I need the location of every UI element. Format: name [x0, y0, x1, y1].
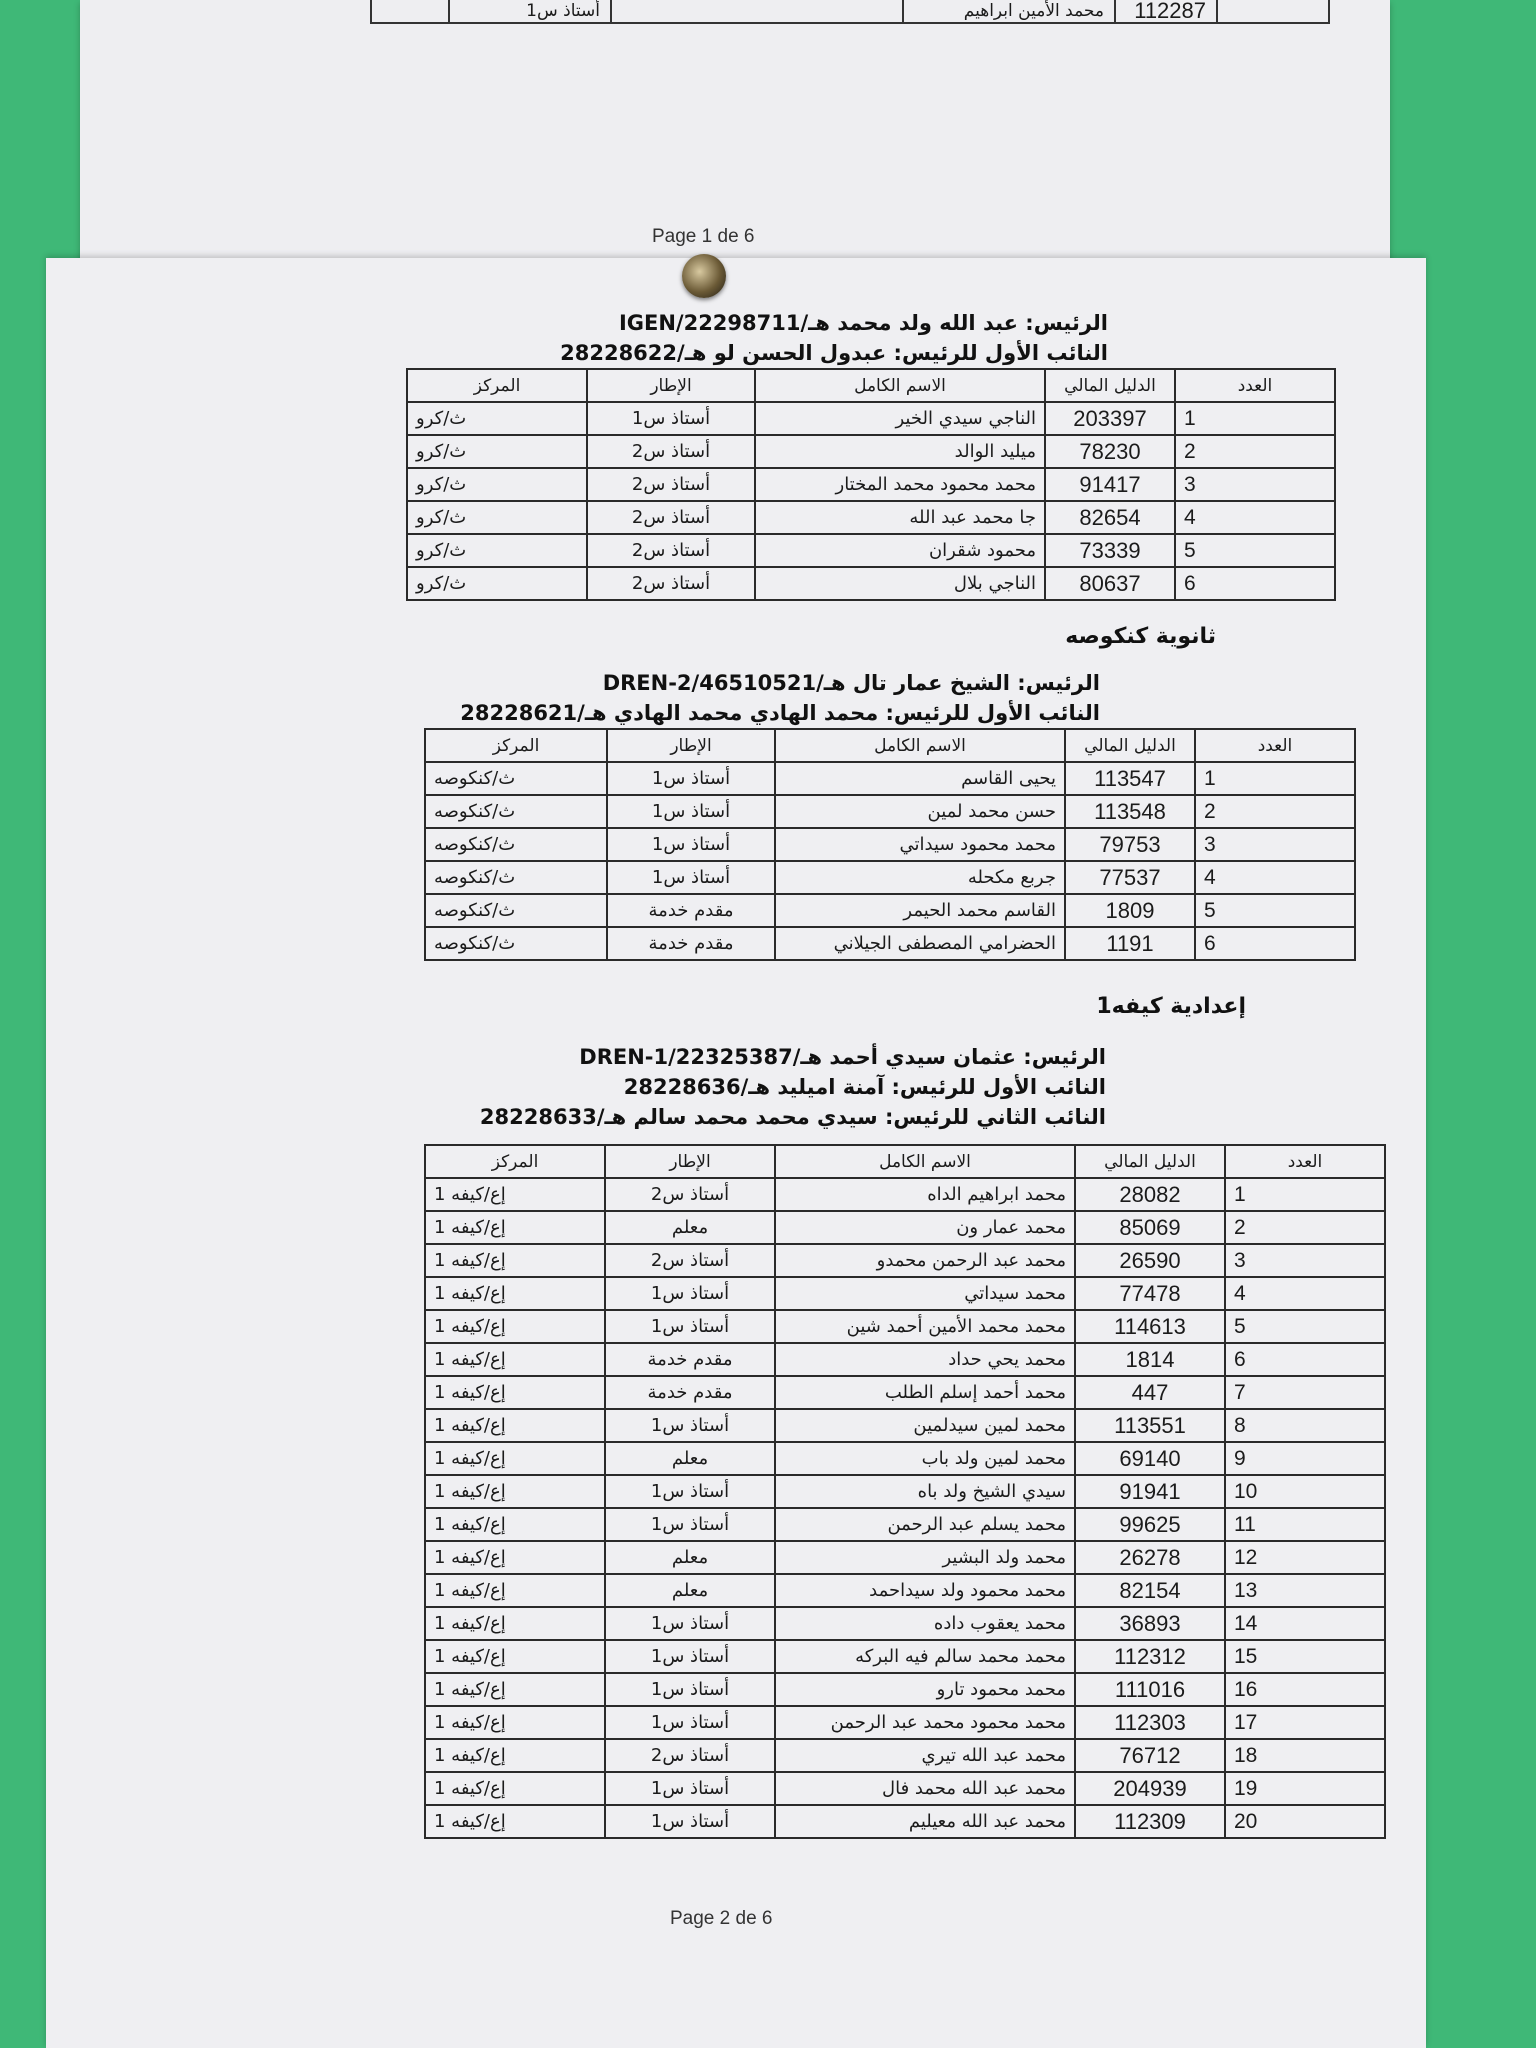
row-rank: أستاذ س1	[605, 1673, 775, 1706]
row-financial-id: 1191	[1065, 927, 1195, 960]
row-rank: أستاذ س1	[607, 861, 775, 894]
row-rank: أستاذ س1	[605, 1409, 775, 1442]
row-rank: أستاذ س1	[607, 795, 775, 828]
row-number: 1	[1195, 762, 1355, 795]
row-center: إع/كيفه 1	[425, 1508, 605, 1541]
table-row	[425, 1541, 1385, 1574]
row-financial-id: 111016	[1075, 1673, 1225, 1706]
row-number: 5	[1195, 894, 1355, 927]
row-full-name: حسن محمد لمين	[775, 795, 1065, 828]
row-center: إع/كيفه 1	[425, 1244, 605, 1277]
table-row	[407, 501, 1335, 534]
row-financial-id: 112312	[1075, 1640, 1225, 1673]
row-financial-id: 82654	[1045, 501, 1175, 534]
row-number: 2	[1195, 795, 1355, 828]
row-number: 11	[1225, 1508, 1385, 1541]
row-number: 17	[1225, 1706, 1385, 1739]
row-number: 13	[1225, 1574, 1385, 1607]
row-center: إع/كيفه 1	[425, 1376, 605, 1409]
row-full-name: القاسم محمد الحيمر	[775, 894, 1065, 927]
row-center: إع/كيفه 1	[425, 1640, 605, 1673]
table-row	[425, 1739, 1385, 1772]
row-rank: أستاذ س1	[605, 1508, 775, 1541]
row-center: ث/كرو	[407, 534, 587, 567]
row-full-name: محمد يعقوب داده	[775, 1607, 1075, 1640]
row-number: 7	[1225, 1376, 1385, 1409]
row-full-name: محمد محمد سالم فيه البركه	[775, 1640, 1075, 1673]
row-full-name: محمد محمد الأمين أحمد شين	[775, 1310, 1075, 1343]
row-rank: أستاذ س1	[605, 1805, 775, 1838]
row-rank: أستاذ س1	[607, 828, 775, 861]
table-row	[425, 1508, 1385, 1541]
prev-row-id: 112287	[1114, 0, 1216, 22]
row-financial-id: 113548	[1065, 795, 1195, 828]
row-rank: أستاذ س1	[587, 402, 755, 435]
prev-row-rank: أستاذ س1	[448, 0, 610, 22]
row-financial-id: 447	[1075, 1376, 1225, 1409]
col-count-header: العدد	[1195, 729, 1355, 762]
col-rank-header: الإطار	[605, 1145, 775, 1178]
row-center: ث/كنكوصه	[425, 861, 607, 894]
row-full-name: جربع مكحله	[775, 861, 1065, 894]
row-rank: أستاذ س2	[587, 567, 755, 600]
row-rank: معلم	[605, 1442, 775, 1475]
row-center: إع/كيفه 1	[425, 1475, 605, 1508]
row-number: 19	[1225, 1772, 1385, 1805]
section2-president: الرئيس: الشيخ عمار تال هـ/DREN-2/46510521	[602, 671, 1100, 695]
row-full-name: محمد محمود ولد سيداحمد	[775, 1574, 1075, 1607]
table-row	[425, 927, 1355, 960]
row-financial-id: 99625	[1075, 1508, 1225, 1541]
row-rank: معلم	[605, 1574, 775, 1607]
row-center: ث/كنكوصه	[425, 795, 607, 828]
row-center: إع/كيفه 1	[425, 1607, 605, 1640]
col-name-header: الاسم الكامل	[755, 369, 1045, 402]
previous-page-last-row	[370, 0, 1330, 24]
table-header-row	[425, 729, 1355, 762]
row-center: إع/كيفه 1	[425, 1673, 605, 1706]
row-center: إع/كيفه 1	[425, 1343, 605, 1376]
row-rank: أستاذ س2	[605, 1739, 775, 1772]
section2-vice1: النائب الأول للرئيس: محمد الهادي محمد الهادي هـ/28228621	[460, 701, 1100, 725]
row-rank: أستاذ س1	[605, 1607, 775, 1640]
row-center: ث/كرو	[407, 468, 587, 501]
table-row	[425, 1409, 1385, 1442]
row-rank: معلم	[605, 1211, 775, 1244]
row-rank: أستاذ س2	[587, 534, 755, 567]
row-number: 12	[1225, 1541, 1385, 1574]
row-financial-id: 77537	[1065, 861, 1195, 894]
section1-president: الرئيس: عبد الله ولد محمد هـ/IGEN/22298711	[618, 311, 1108, 335]
row-financial-id: 113547	[1065, 762, 1195, 795]
row-financial-id: 112309	[1075, 1805, 1225, 1838]
row-full-name: يحيى القاسم	[775, 762, 1065, 795]
row-center: إع/كيفه 1	[425, 1310, 605, 1343]
section3-title: إعدادية كيفه1	[1096, 994, 1246, 1019]
row-financial-id: 91941	[1075, 1475, 1225, 1508]
row-number: 16	[1225, 1673, 1385, 1706]
row-financial-id: 82154	[1075, 1574, 1225, 1607]
row-rank: أستاذ س2	[587, 501, 755, 534]
row-financial-id: 91417	[1045, 468, 1175, 501]
row-number: 10	[1225, 1475, 1385, 1508]
row-number: 2	[1225, 1211, 1385, 1244]
section1-header	[560, 308, 1108, 368]
table-row	[425, 1706, 1385, 1739]
row-full-name: محمد لمين ولد باب	[775, 1442, 1075, 1475]
row-number: 20	[1225, 1805, 1385, 1838]
table-row	[425, 1442, 1385, 1475]
row-full-name: محمد محمود تارو	[775, 1673, 1075, 1706]
row-number: 4	[1195, 861, 1355, 894]
table-header-row	[425, 1145, 1385, 1178]
table-row	[425, 1574, 1385, 1607]
section3-vice2: النائب الثاني للرئيس: سيدي محمد محمد سالم هـ/28228633	[479, 1105, 1106, 1129]
row-number: 9	[1225, 1442, 1385, 1475]
row-full-name: محمد ابراهيم الداه	[775, 1178, 1075, 1211]
row-number: 4	[1225, 1277, 1385, 1310]
row-number: 1	[1175, 402, 1335, 435]
row-number: 3	[1195, 828, 1355, 861]
table-row	[407, 534, 1335, 567]
table-row	[425, 1343, 1385, 1376]
row-center: إع/كيفه 1	[425, 1178, 605, 1211]
col-rank-header: الإطار	[607, 729, 775, 762]
table-row	[425, 861, 1355, 894]
row-financial-id: 26278	[1075, 1541, 1225, 1574]
row-center: ث/كرو	[407, 501, 587, 534]
section3-header	[480, 1042, 1106, 1132]
row-full-name: محمد يحي حداد	[775, 1343, 1075, 1376]
row-center: إع/كيفه 1	[425, 1772, 605, 1805]
row-center: ث/كنكوصه	[425, 828, 607, 861]
row-full-name: محمد عبد الله معيليم	[775, 1805, 1075, 1838]
table-row	[425, 1376, 1385, 1409]
row-center: ث/كنكوصه	[425, 762, 607, 795]
row-rank: مقدم خدمة	[607, 927, 775, 960]
row-rank: أستاذ س2	[587, 435, 755, 468]
row-center: إع/كيفه 1	[425, 1706, 605, 1739]
row-number: 8	[1225, 1409, 1385, 1442]
row-financial-id: 114613	[1075, 1310, 1225, 1343]
row-rank: أستاذ س1	[605, 1310, 775, 1343]
table-row	[425, 762, 1355, 795]
row-number: 14	[1225, 1607, 1385, 1640]
row-full-name: محمد محمود سيداتي	[775, 828, 1065, 861]
section3-president: الرئيس: عثمان سيدي أحمد هـ/DREN-1/22325387	[579, 1045, 1106, 1069]
row-financial-id: 26590	[1075, 1244, 1225, 1277]
row-financial-id: 77478	[1075, 1277, 1225, 1310]
row-full-name: محمود شقران	[755, 534, 1045, 567]
page-2-sheet	[46, 258, 1426, 2048]
row-rank: أستاذ س1	[605, 1772, 775, 1805]
row-number: 5	[1175, 534, 1335, 567]
table-row	[425, 1640, 1385, 1673]
section2-title: ثانوية كنكوصه	[1065, 624, 1216, 649]
row-rank: أستاذ س2	[605, 1178, 775, 1211]
row-financial-id: 78230	[1045, 435, 1175, 468]
pushpin-icon	[682, 254, 726, 298]
previous-page-sheet	[80, 0, 1390, 268]
row-center: إع/كيفه 1	[425, 1442, 605, 1475]
row-financial-id: 203397	[1045, 402, 1175, 435]
row-center: ث/كنكوصه	[425, 894, 607, 927]
row-rank: أستاذ س1	[605, 1475, 775, 1508]
row-full-name: محمد عبد الله تيري	[775, 1739, 1075, 1772]
page-footer-1: Page 1 de 6	[652, 226, 755, 247]
row-rank: أستاذ س1	[605, 1277, 775, 1310]
row-full-name: محمد عمار ون	[775, 1211, 1075, 1244]
row-center: إع/كيفه 1	[425, 1805, 605, 1838]
row-full-name: محمد أحمد إسلم الطلب	[775, 1376, 1075, 1409]
row-full-name: محمد عبد الله محمد فال	[775, 1772, 1075, 1805]
table-row	[407, 468, 1335, 501]
row-financial-id: 73339	[1045, 534, 1175, 567]
row-center: ث/كرو	[407, 402, 587, 435]
col-id-header: الدليل المالي	[1065, 729, 1195, 762]
row-number: 1	[1225, 1178, 1385, 1211]
row-center: ث/كنكوصه	[425, 927, 607, 960]
row-number: 2	[1175, 435, 1335, 468]
row-number: 6	[1225, 1343, 1385, 1376]
row-rank: أستاذ س1	[605, 1706, 775, 1739]
table-row	[425, 1607, 1385, 1640]
row-center: إع/كيفه 1	[425, 1541, 605, 1574]
table-row	[425, 1475, 1385, 1508]
row-number: 4	[1175, 501, 1335, 534]
table-row	[425, 828, 1355, 861]
section2-table	[424, 728, 1356, 961]
table-row	[425, 1178, 1385, 1211]
row-rank: أستاذ س1	[607, 762, 775, 795]
row-rank: مقدم خدمة	[607, 894, 775, 927]
row-financial-id: 36893	[1075, 1607, 1225, 1640]
section1-vice1: النائب الأول للرئيس: عبدول الحسن لو هـ/28228622	[560, 341, 1108, 365]
row-full-name: ميليد الوالد	[755, 435, 1045, 468]
row-rank: أستاذ س1	[605, 1640, 775, 1673]
col-center-header: المركز	[425, 729, 607, 762]
table-row	[407, 567, 1335, 600]
row-rank: مقدم خدمة	[605, 1343, 775, 1376]
prev-row-name: محمد الأمين ابراهيم	[902, 0, 1114, 22]
row-financial-id: 113551	[1075, 1409, 1225, 1442]
page-footer-2: Page 2 de 6	[670, 1908, 773, 1929]
row-full-name: الناجي سيدي الخير	[755, 402, 1045, 435]
section3-vice1: النائب الأول للرئيس: آمنة اميليد هـ/28228636	[623, 1075, 1106, 1099]
row-financial-id: 28082	[1075, 1178, 1225, 1211]
col-name-header: الاسم الكامل	[775, 1145, 1075, 1178]
section1-table	[406, 368, 1336, 601]
row-financial-id: 1809	[1065, 894, 1195, 927]
row-full-name: محمد محمود محمد عبد الرحمن	[775, 1706, 1075, 1739]
section2-header	[460, 668, 1100, 728]
col-rank-header: الإطار	[587, 369, 755, 402]
row-full-name: محمد محمود محمد المختار	[755, 468, 1045, 501]
row-financial-id: 79753	[1065, 828, 1195, 861]
row-number: 6	[1195, 927, 1355, 960]
table-row	[425, 1805, 1385, 1838]
row-number: 18	[1225, 1739, 1385, 1772]
row-rank: معلم	[605, 1541, 775, 1574]
row-number: 3	[1225, 1244, 1385, 1277]
table-row	[425, 795, 1355, 828]
table-row	[425, 1772, 1385, 1805]
row-financial-id: 112303	[1075, 1706, 1225, 1739]
row-full-name: محمد سيداتي	[775, 1277, 1075, 1310]
col-count-header: العدد	[1175, 369, 1335, 402]
row-number: 3	[1175, 468, 1335, 501]
col-count-header: العدد	[1225, 1145, 1385, 1178]
row-financial-id: 80637	[1045, 567, 1175, 600]
col-id-header: الدليل المالي	[1075, 1145, 1225, 1178]
row-full-name: محمد ولد البشير	[775, 1541, 1075, 1574]
row-center: إع/كيفه 1	[425, 1739, 605, 1772]
row-financial-id: 204939	[1075, 1772, 1225, 1805]
table-row	[425, 1277, 1385, 1310]
table-header-row	[407, 369, 1335, 402]
table-row	[407, 435, 1335, 468]
section3-table	[424, 1144, 1386, 1839]
row-rank: مقدم خدمة	[605, 1376, 775, 1409]
row-center: إع/كيفه 1	[425, 1277, 605, 1310]
col-name-header: الاسم الكامل	[775, 729, 1065, 762]
row-full-name: الناجي بلال	[755, 567, 1045, 600]
row-financial-id: 1814	[1075, 1343, 1225, 1376]
row-number: 6	[1175, 567, 1335, 600]
row-financial-id: 69140	[1075, 1442, 1225, 1475]
table-row	[425, 1310, 1385, 1343]
row-financial-id: 85069	[1075, 1211, 1225, 1244]
row-center: إع/كيفه 1	[425, 1211, 605, 1244]
row-full-name: جا محمد عبد الله	[755, 501, 1045, 534]
row-center: ث/كرو	[407, 567, 587, 600]
col-id-header: الدليل المالي	[1045, 369, 1175, 402]
row-full-name: الحضرامي المصطفى الجيلاني	[775, 927, 1065, 960]
table-row	[425, 1211, 1385, 1244]
col-center-header: المركز	[425, 1145, 605, 1178]
row-center: إع/كيفه 1	[425, 1574, 605, 1607]
row-full-name: محمد يسلم عبد الرحمن	[775, 1508, 1075, 1541]
table-row	[425, 1244, 1385, 1277]
row-full-name: محمد عبد الرحمن محمدو	[775, 1244, 1075, 1277]
table-row	[407, 402, 1335, 435]
row-financial-id: 76712	[1075, 1739, 1225, 1772]
col-center-header: المركز	[407, 369, 587, 402]
row-full-name: محمد لمين سيدلمين	[775, 1409, 1075, 1442]
table-row	[425, 894, 1355, 927]
row-number: 15	[1225, 1640, 1385, 1673]
table-row	[425, 1673, 1385, 1706]
row-rank: أستاذ س2	[605, 1244, 775, 1277]
row-center: إع/كيفه 1	[425, 1409, 605, 1442]
row-number: 5	[1225, 1310, 1385, 1343]
row-center: ث/كرو	[407, 435, 587, 468]
row-rank: أستاذ س2	[587, 468, 755, 501]
row-full-name: سيدي الشيخ ولد باه	[775, 1475, 1075, 1508]
